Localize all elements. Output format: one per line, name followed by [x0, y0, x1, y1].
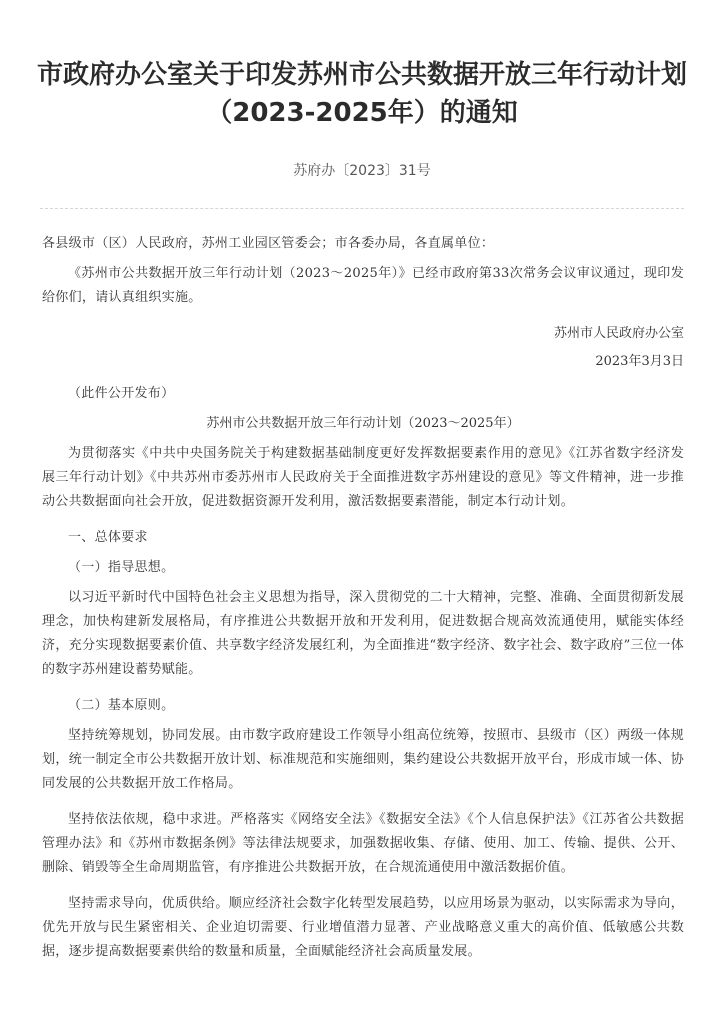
- guiding-ideology-paragraph: 以习近平新时代中国特色社会主义思想为指导，深入贯彻党的二十大精神，完整、准确、全面贯彻新发展理念，加快构建新发展格局，有序推进公共数据开放和开发利用，促进数据合规高效流通使用，赋能实体经济，充分实现数据要素价值、共享数字经济发展红利，为全面推进“数字经济、数字社会、数字政府”三位一体的数字苏州建设蓄势赋能。: [42, 590, 684, 677]
- salutation: 各县级市（区）人民政府，苏州工业园区管委会；市各委办局，各直属单位：: [42, 236, 495, 251]
- notice-paragraph: 《苏州市公共数据开放三年行动计划（2023～2025年）》已经市政府第33次常务会议审议通过，现印发给你们，请认真组织实施。: [42, 266, 684, 305]
- document-number: 苏府办〔2023〕31号: [293, 163, 431, 179]
- section-heading-1: 一、总体要求: [68, 530, 148, 545]
- subsection-heading-1: （一）指导思想。: [68, 560, 175, 575]
- issuer: 苏州市人民政府办公室: [553, 326, 684, 341]
- document-body: [42, 232, 684, 976]
- principle-paragraph-1: 坚持统筹规划，协同发展。由市数字政府建设工作领导小组高位统筹，按照市、县级市（区）两级一体规划，统一制定全市公共数据开放计划、标准规范和实施细则，集约建设公共数据开放平台，形成市域一体、协同发展的公共数据开放工作格局。: [42, 728, 684, 791]
- principle-paragraph-2: 坚持依法依规，稳中求进。严格落实《网络安全法》《数据安全法》《个人信息保护法》《江苏省公共数据管理办法》和《苏州市数据条例》等法律法规要求，加强数据收集、存储、使用、加工、传输、提供、公开、删除、销毁等全生命周期监管，有序推进公共数据开放，在合规流通使用中激活数据价值。: [42, 812, 684, 875]
- plan-title: 苏州市公共数据开放三年行动计划（2023～2025年）: [206, 416, 520, 431]
- issue-date: 2023年3月3日: [595, 354, 684, 369]
- document-title: 市政府办公室关于印发苏州市公共数据开放三年行动计划（2023-2025年）的通知: [36, 60, 687, 128]
- header-divider: [40, 208, 684, 209]
- publish-note: （此件公开发布）: [68, 386, 175, 401]
- principle-paragraph-3: 坚持需求导向，优质供给。顺应经济社会数字化转型发展趋势，以应用场景为驱动，以实际需求为导向，优先开放与民生紧密相关、企业迫切需要、行业增值潜力显著、产业战略意义重大的高价值、低敏感公共数据，逐步提高数据要素供给的数量和质量，全面赋能经济社会高质量发展。: [42, 896, 684, 959]
- subsection-heading-2: （二）基本原则。: [68, 698, 175, 713]
- intro-paragraph: 为贯彻落实《中共中央国务院关于构建数据基础制度更好发挥数据要素作用的意见》《江苏省数字经济发展三年行动计划》《中共苏州市委苏州市人民政府关于全面推进数字苏州建设的意见》等文件精神，进一步推动公共数据面向社会开放，促进数据资源开发利用，激活数据要素潜能，制定本行动计划。: [42, 446, 684, 509]
